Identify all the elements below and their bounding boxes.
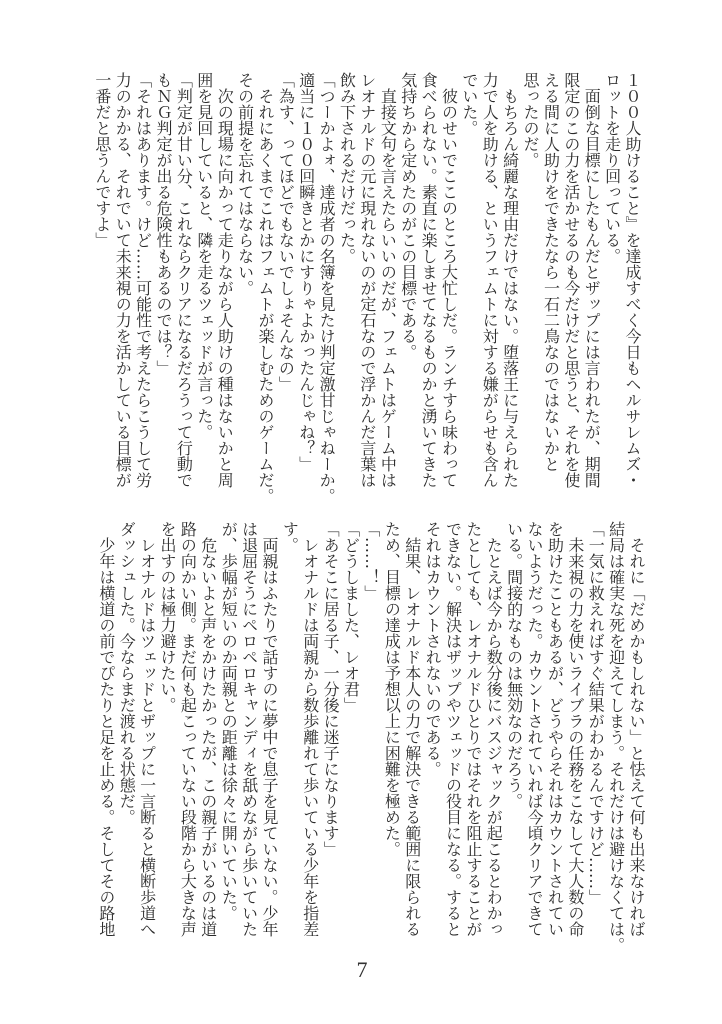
text-column: 路の向かい側。まだ何も起こっていない段階から大きな声 — [178, 521, 198, 937]
text-column: ダッシュした。今ならまだ渡れる状態だ。 — [117, 521, 137, 825]
text-column: を助けたこともあるが、どうやらそれはカウントされてい — [545, 521, 565, 937]
page-number: 7 — [356, 957, 368, 982]
text-column: 飲み下されるだけだった。 — [337, 72, 357, 264]
text-column: 力で人を助ける、というフェムトに対する嫌がらせも含ん — [480, 72, 500, 488]
text-column: 両親はふたりで話すのに夢中で息子を見ていない。少年 — [259, 521, 279, 937]
text-column: もちろん綺麗な理由だけではない。堕落王に与えられた — [500, 72, 520, 488]
text-column: ないようだった。カウントされていれば今頃クリアできて — [525, 521, 545, 937]
text-column: たとしても、レオナルドひとりではそれを阻止することが — [463, 521, 483, 937]
text-column: 直接文句を言えたらいいのだが、フェムトはゲーム中は — [378, 72, 398, 488]
text-column: できない。解決はザップやツェッドの役目になる。すると — [443, 521, 463, 937]
text-column: それに「だめかもしれない」と怯えて何も出来なければ — [627, 521, 646, 937]
text-column: 「あそこに居る子、一分後に迷子になります」 — [321, 521, 341, 857]
text-column: える間に人助けをできたなら一石二鳥なのではないかと — [541, 72, 561, 472]
text-column: ロットを走り回っている。 — [602, 72, 622, 264]
text-column: 少年は横道の前でぴたりと足を止める。そしてその路地 — [96, 521, 116, 937]
text-column: 次の現場に向かって走りながら人助けの種はないかと周 — [215, 72, 235, 488]
text-column: 「どうしました、レオ君」 — [341, 521, 361, 713]
text-column: それはカウントされないのである。 — [423, 521, 443, 777]
text-column: 限定のこの力を活かせるのも今だけだと思うと、それを使 — [561, 72, 581, 488]
text-column: 「一気に救えればすぐ結果がわかるんですけど……」 — [586, 521, 606, 905]
text-column: 気持ちから定めたのがこの目標である。 — [398, 72, 418, 360]
text-column: 結果、レオナルド本人の力で解決できる範囲に限られる — [402, 521, 422, 937]
text-column: レオナルドの元に現れないのが定石なので浮かんだ言葉は — [357, 72, 377, 488]
text-column: ため、目標の達成は予想以上に困難を極めた。 — [382, 521, 402, 857]
text-column: す。 — [280, 521, 300, 553]
text-column: 「判定が甘い分、これならクリアになるだろうって行動で — [174, 72, 194, 488]
text-column: 結局は確実な死を迎えてしまう。それだけは避けなくては。 — [606, 521, 626, 953]
text-column: もＮＧ判定が出る危険性もあるのでは？」 — [154, 72, 174, 376]
text-column: が、歩幅が短いのか両親との距離は徐々に開いていた。 — [219, 521, 239, 921]
text-column: でいた。 — [459, 72, 479, 136]
text-column: を出すのは極力避けたい。 — [158, 521, 178, 713]
text-column: レオナルドは両親から数歩離れて歩いている少年を指差 — [300, 521, 320, 937]
text-column: 「為す、ってほどでもないでしょそんなの」 — [276, 72, 296, 392]
text-column: 「それはあります。けど……可能性で考えたらこうして労 — [133, 72, 153, 488]
text-column: １００人助けること』を達成すべく今日もヘルサレムズ・ — [623, 72, 642, 488]
text-column: 彼のせいでここのところ大忙しだ。ランチすら味わって — [439, 72, 459, 488]
text-column: 食べられない。素直に楽しませてなるものかと湧いてきた — [419, 72, 439, 488]
text-column: レオナルドはツェッドとザップに一言断ると横断歩道へ — [137, 521, 157, 937]
text-column: 未来視の力を使いライブラの任務をこなして大人数の命 — [565, 521, 585, 937]
text-column: 力のかかる、それでいて未来視の力を活かしている目標が — [113, 72, 133, 488]
text-column: その前提を忘れてはならない。 — [235, 72, 255, 296]
bottom-text-block — [95, 521, 646, 961]
top-text-block — [91, 72, 642, 512]
text-column: 「……！」 — [361, 521, 381, 601]
text-column: 囲を見回していると、隣を走るツェッドが言った。 — [194, 72, 214, 440]
text-column: 思ったのだ。 — [521, 72, 541, 168]
text-column: いる。間接的なものは無効なのだろう。 — [504, 521, 524, 809]
text-column: 危ないよと声をかけたかったが、この親子がいるのは道 — [198, 521, 218, 937]
text-column: 「つーかよォ、達成者の名簿を見たけ判定激甘じゃねーか。 — [317, 72, 337, 504]
text-column: は退屈そうにペロペロキャンディを舐めながら歩いていた — [239, 521, 259, 937]
text-column: 面倒な目標にしたもんだとザップには言われたが、期間 — [582, 72, 602, 488]
text-column: それにあくまでこれはフェムトが楽しむためのゲームだ。 — [255, 72, 275, 504]
text-column: 適当に１００回瞬きとかにすりゃよかったんじゃね？」 — [296, 72, 316, 472]
text-column: 一番だと思うんですよ」 — [92, 72, 112, 248]
text-column: たとえば今から数分後にバスジャックが起こるとわかっ — [484, 521, 504, 937]
